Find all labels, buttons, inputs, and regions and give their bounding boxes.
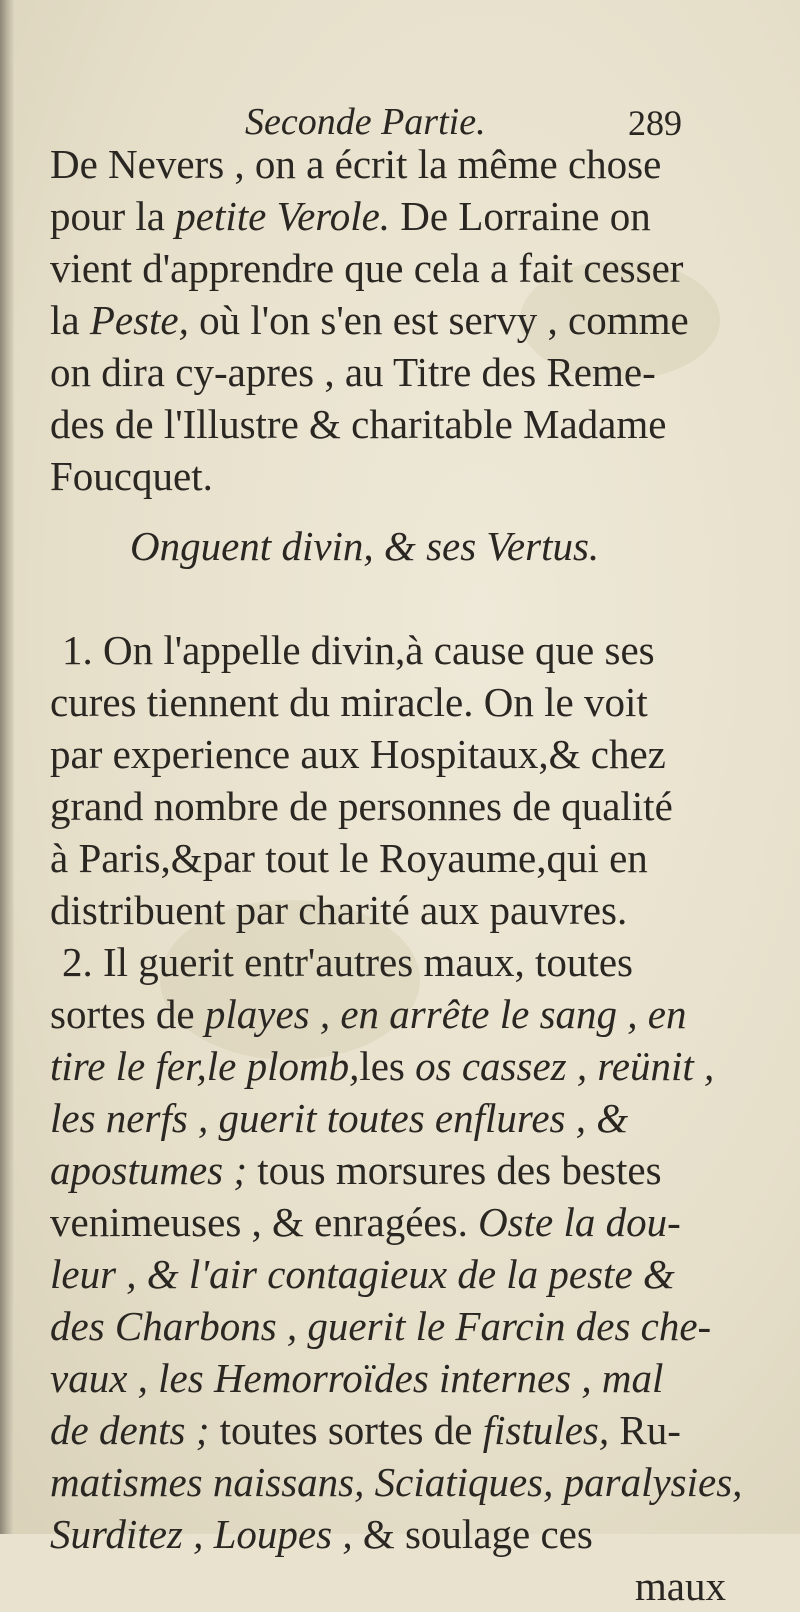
text-line: sortes de playes , en arrête le sang , en bbox=[50, 991, 687, 1037]
text-line: apostumes ; tous morsures des bestes bbox=[50, 1147, 662, 1193]
text-line: pour la petite Verole. De Lorraine on bbox=[50, 193, 651, 239]
text-line: tire le fer,le plomb,les os cassez , reünit , bbox=[50, 1043, 715, 1089]
text-line: de dents ; toutes sortes de fistules, Ru- bbox=[50, 1407, 681, 1453]
paragraph-virtues bbox=[50, 624, 750, 1612]
section-heading: Onguent divin, & ses Vertus. bbox=[130, 523, 600, 569]
text-line: leur , & l'air contagieux de la peste & bbox=[50, 1251, 675, 1297]
text-line: De Nevers , on a écrit la même chose bbox=[50, 141, 662, 187]
page-number: 289 bbox=[628, 103, 682, 143]
text-line: matismes naissans, Sciatiques, paralysies, bbox=[50, 1459, 743, 1505]
text-line: les nerfs , guerit toutes enflures , & bbox=[50, 1095, 629, 1141]
binding-gutter bbox=[0, 0, 14, 1534]
text-line: Foucquet. bbox=[50, 453, 213, 499]
text-line: cures tiennent du miracle. On le voit bbox=[50, 679, 648, 725]
text-line: vient d'apprendre que cela a fait cesser bbox=[50, 245, 684, 291]
catchword: maux bbox=[634, 1563, 726, 1609]
text-line: 1. On l'appelle divin,à cause que ses bbox=[62, 627, 655, 673]
text-line: on dira cy-apres , au Titre des Reme- bbox=[50, 349, 656, 395]
text-line: venimeuses , & enragées. Oste la dou- bbox=[50, 1199, 681, 1245]
text-line: distribuent par charité aux pauvres. bbox=[50, 887, 628, 933]
text-line: vaux , les Hemorroïdes internes , mal bbox=[50, 1355, 664, 1401]
text-line: des de l'Illustre & charitable Madame bbox=[50, 401, 667, 447]
text-line: 2. Il guerit entr'autres maux, toutes bbox=[62, 939, 633, 985]
text-line: des Charbons , guerit le Farcin des che- bbox=[50, 1303, 712, 1349]
text-line: grand nombre de personnes de qualité bbox=[50, 783, 673, 829]
text-line: par experience aux Hospitaux,& chez bbox=[50, 731, 666, 777]
text-line: à Paris,&par tout le Royaume,qui en bbox=[50, 835, 648, 881]
paragraph-intro bbox=[50, 138, 740, 502]
text-line: Surditez , Loupes , & soulage ces bbox=[50, 1511, 593, 1557]
text-line: la Peste, où l'on s'en est servy , comme bbox=[50, 297, 689, 343]
running-head: Seconde Partie. bbox=[245, 101, 486, 143]
